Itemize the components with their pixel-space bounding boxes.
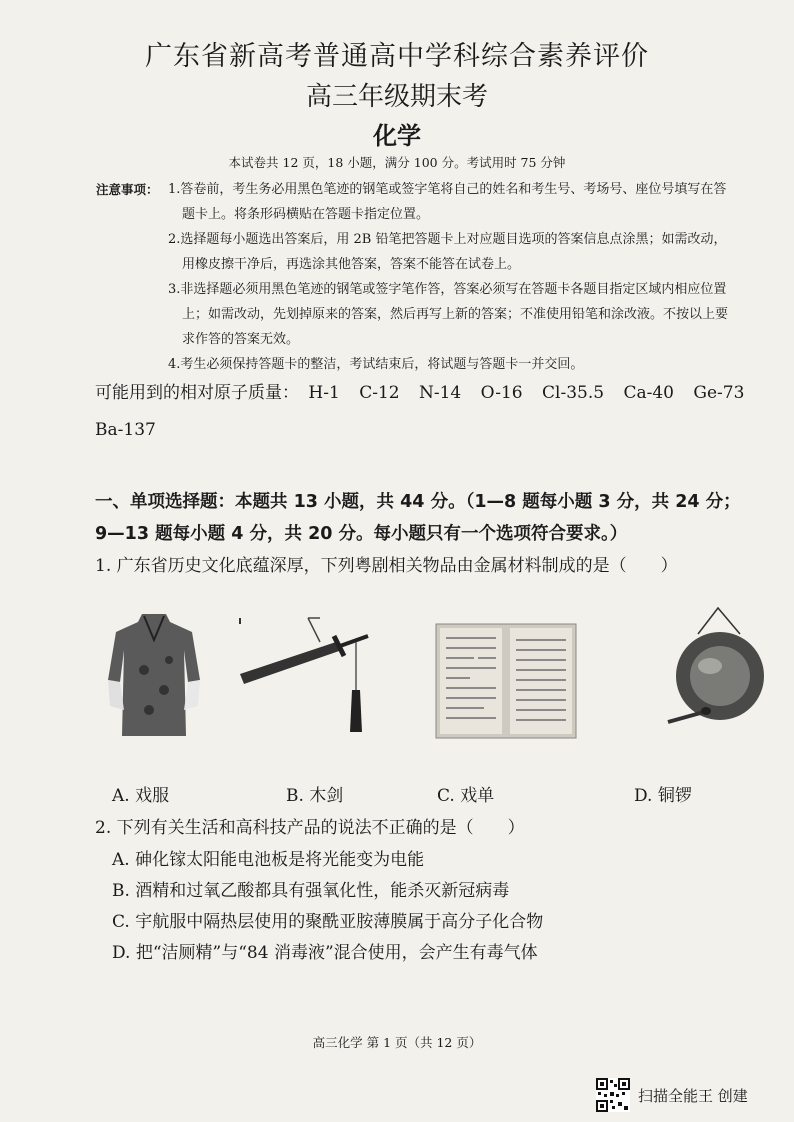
note-3-line2: 上；如需改动，先划掉原来的答案，然后再写上新的答案；不准使用铅笔和涂改液。不按以上要 (182, 307, 729, 322)
section-heading-line1: 一、单项选择题：本题共 13 小题，共 44 分。（1—8 题每小题 3 分，共 24 分； (95, 492, 741, 512)
atomic-masses (95, 378, 758, 403)
note-2-line1: 2.选择题每小题选出答案后，用 2B 铅笔把答题卡上对应题目选项的答案信息点涂黑；如需改动， (168, 232, 727, 247)
atomic-mass-item: Ca-40 (623, 383, 674, 403)
note-3-line3: 求作答的答案无效。 (182, 332, 300, 347)
notes-label: 注意事项： (96, 182, 159, 197)
bronze-gong-image (664, 604, 772, 734)
atomic-mass-item: Ge-73 (693, 383, 745, 403)
wooden-sword-image (236, 614, 371, 734)
exam-info: 本试卷共 12 页，18 小题，满分 100 分。考试用时 75 分钟 (228, 155, 566, 170)
note-4: 4.考生必须保持答题卡的整洁，考试结束后，将试题与答题卡一并交回。 (168, 357, 584, 372)
note-1-line1: 1.答卷前，考生务必用黑色笔迹的钢笔或签字笔将自己的姓名和考生号、考场号、座位号填写在答 (168, 182, 727, 197)
page-footer: 高三化学 第 1 页（共 12 页） (312, 1035, 482, 1050)
qr-code-icon (596, 1078, 630, 1112)
atomic-mass-item: Cl-35.5 (542, 383, 605, 403)
exam-title: 广东省新高考普通高中学科综合素养评价 (145, 41, 649, 72)
q2-option-a: A. 砷化镓太阳能电池板是将光能变为电能 (112, 850, 425, 870)
exam-subtitle: 高三年级期末考 (305, 82, 488, 112)
q1-option-c: C. 戏单 (437, 786, 495, 806)
atomic-mass-item: N-14 (419, 383, 462, 403)
scanner-watermark (596, 1078, 748, 1112)
note-1-line2: 题卡上。将条形码横贴在答题卡指定位置。 (182, 207, 430, 222)
question-1-stem: 1. 广东省历史文化底蕴深厚，下列粤剧相关物品由金属材料制成的是（ ） (95, 556, 678, 576)
opera-costume-image (104, 610, 204, 740)
atomic-masses-label: 可能用到的相对原子质量： (95, 383, 299, 403)
q1-option-b: B. 木剑 (286, 786, 344, 806)
watermark-text: 扫描全能王 创建 (638, 1086, 748, 1105)
question-2-stem: 2. 下列有关生活和高科技产品的说法不正确的是（ ） (95, 818, 525, 838)
q1-option-a: A. 戏服 (112, 786, 170, 806)
q1-option-d: D. 铜锣 (634, 786, 692, 806)
note-3-line1: 3.非选择题必须用黑色笔迹的钢笔或签字笔作答，答案必须写在答题卡各题目指定区域内相应位置 (168, 282, 727, 297)
notes-block (96, 177, 776, 377)
note-2-line2: 用橡皮擦干净后，再选涂其他答案，答案不能答在试卷上。 (182, 257, 521, 272)
q2-option-d: D. 把“洁厕精”与“84 消毒液”混合使用，会产生有毒气体 (112, 943, 538, 963)
atomic-mass-item: H-1 (308, 383, 340, 403)
atomic-mass-item: O-16 (480, 383, 523, 403)
q2-option-b: B. 酒精和过氧乙酸都具有强氧化性，能杀灭新冠病毒 (112, 881, 510, 901)
atomic-mass-item: C-12 (359, 383, 400, 403)
q2-option-c: C. 宇航服中隔热层使用的聚酰亚胺薄膜属于高分子化合物 (112, 912, 544, 932)
section-heading-line2: 9—13 题每小题 4 分，共 20 分。每小题只有一个选项符合要求。） (95, 524, 628, 544)
note-1 (96, 177, 776, 202)
opera-program-image (434, 622, 578, 740)
atomic-mass-item: Ba-137 (95, 420, 156, 440)
subject-title: 化学 (373, 122, 421, 150)
